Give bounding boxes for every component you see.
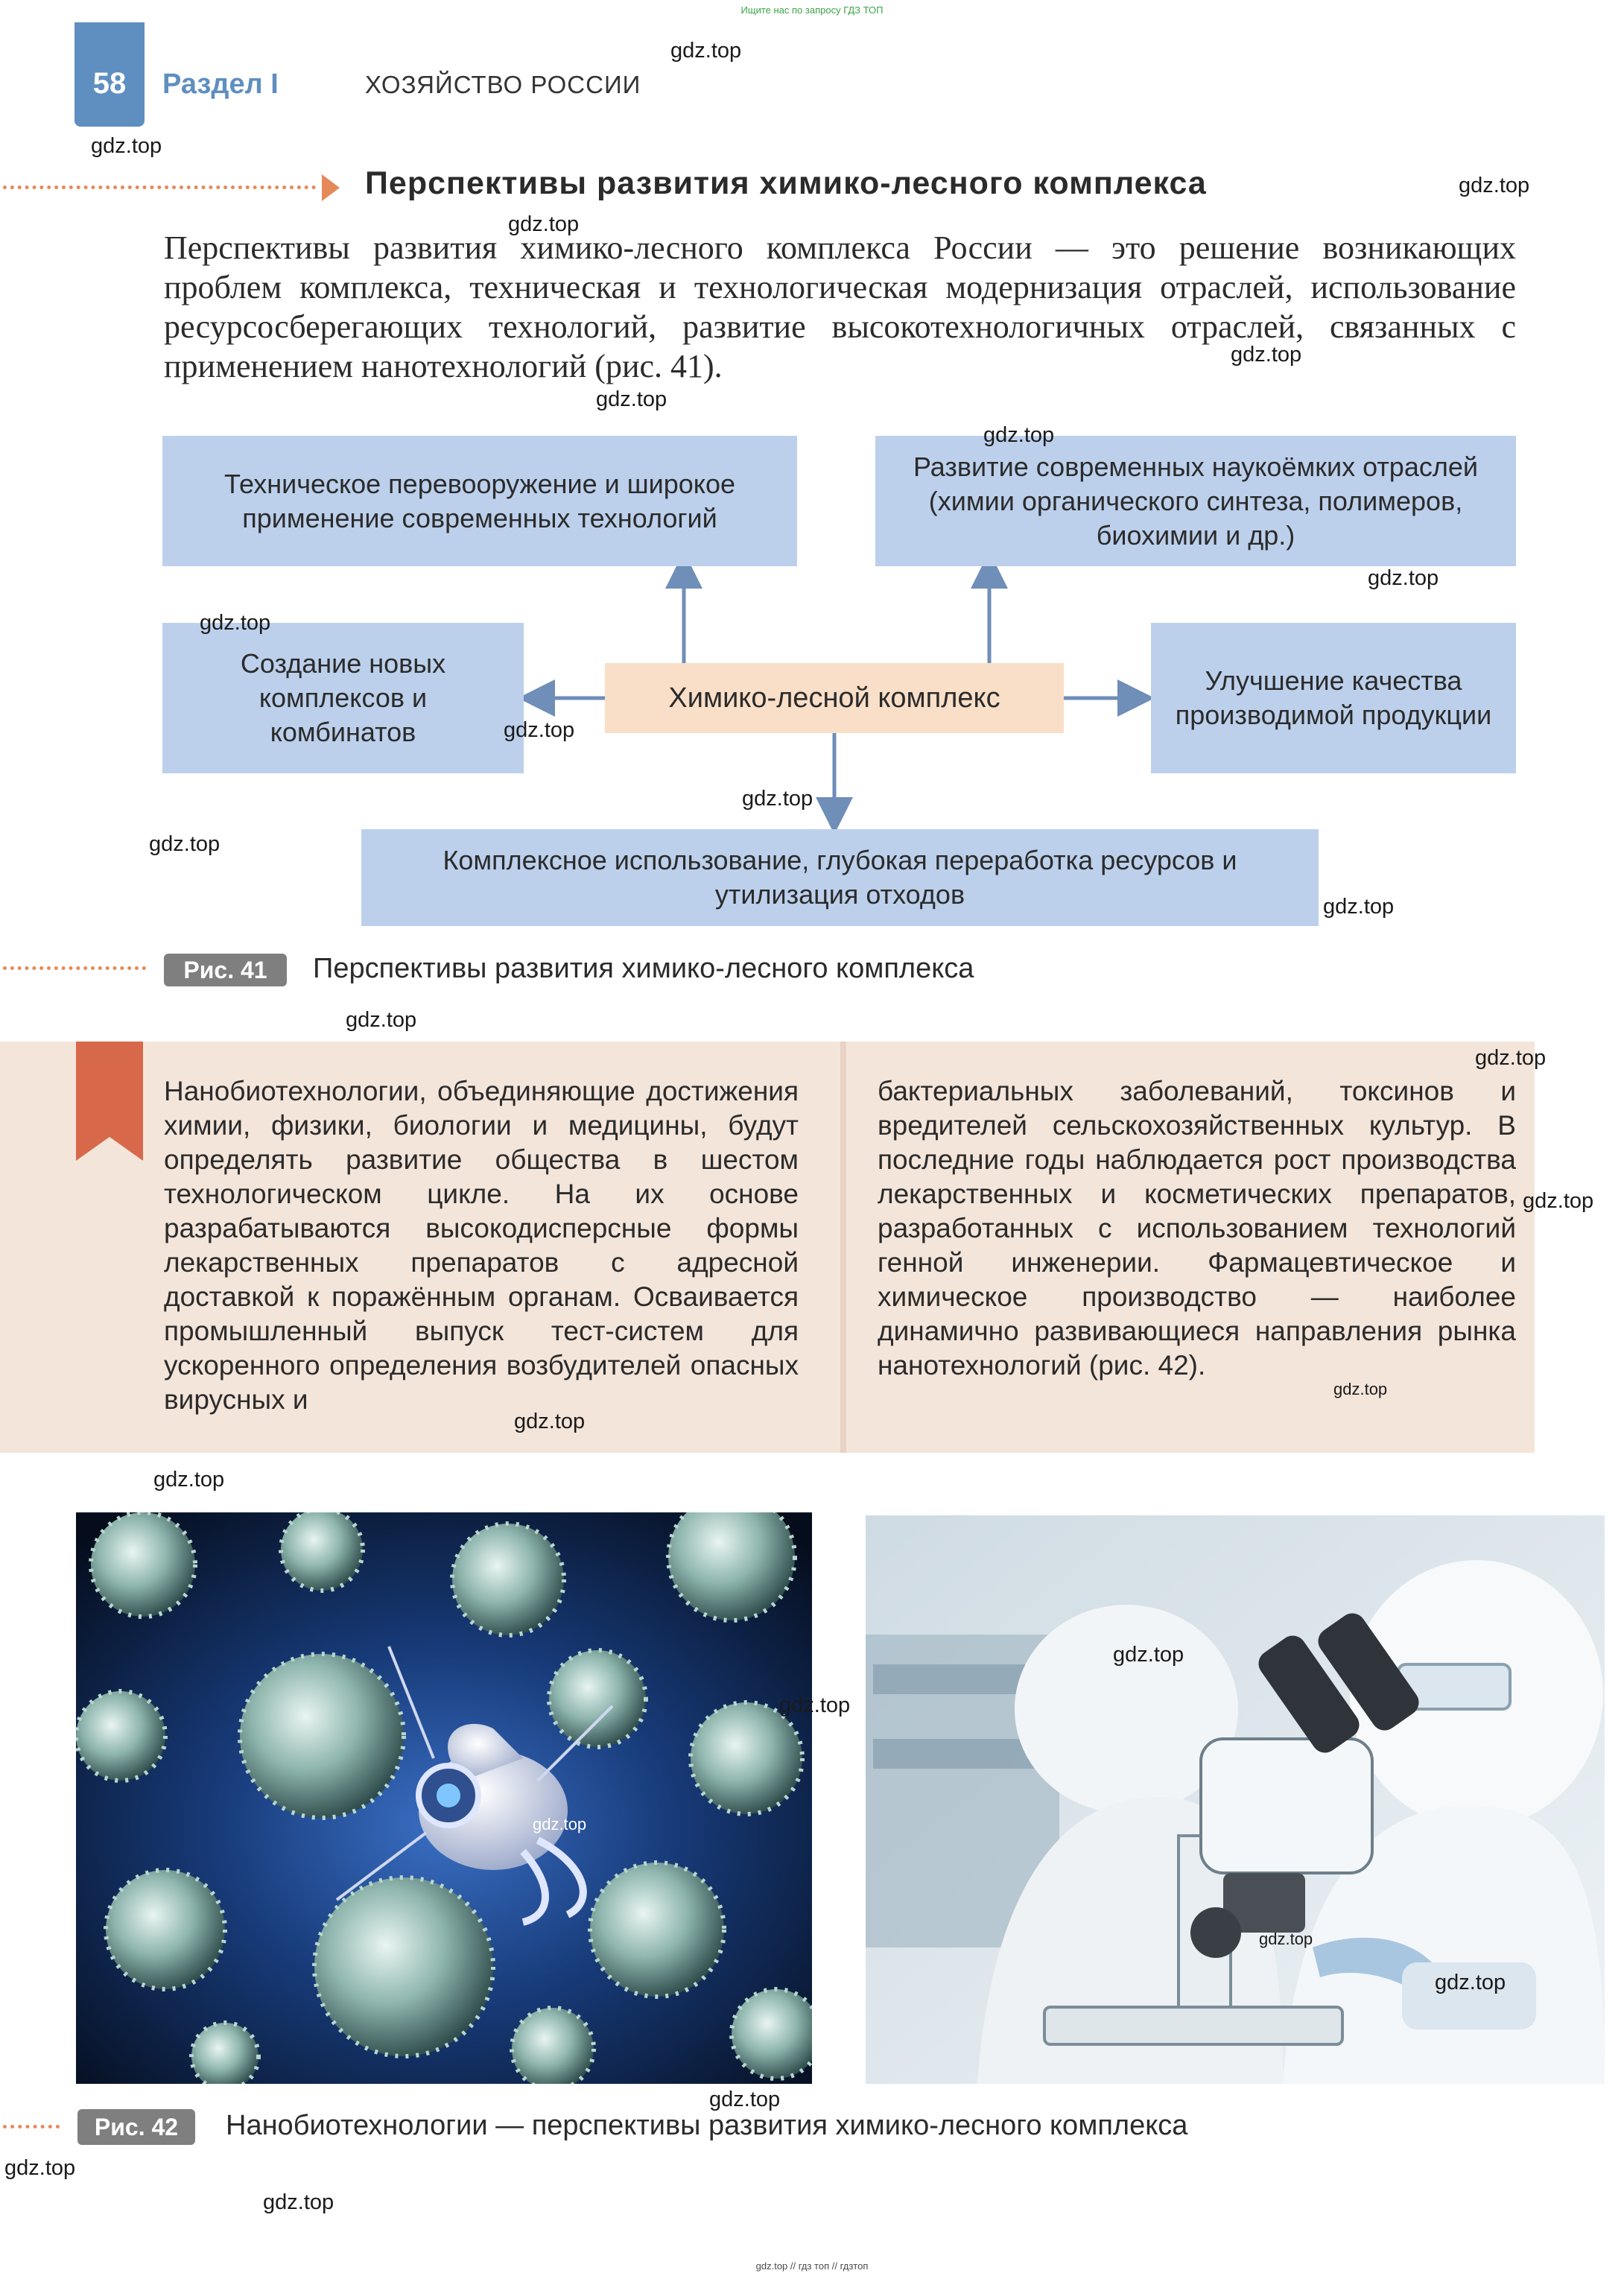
nanorobot-virus-image [76,1512,812,2084]
watermark: gdz.top [742,787,813,811]
caption42-dots [3,2125,60,2129]
box-complex-use: Комплексное использование, глубокая переработка ресурсов и утилизация отходов [361,829,1319,926]
info-right-column: бактериальных заболеваний, токсинов и вредителей сельскохозяйственных культур. В последние годы наблюдается рост производства лекарственных и косметических препаратов, разработанных с использованием технологий генной инженерии. Фармацевтическое и химическое производство — наиболее динамично развивающиеся направления рынка нанотехнологий (рис. 42). [878,1076,1516,1381]
box-quality-improvement: Улучшение качества производимой продукции [1151,623,1516,773]
heading-arrow-icon [322,174,340,201]
panel-divider [840,1042,846,1453]
heading-dots [3,186,316,189]
watermark: gdz.top [153,1468,225,1492]
watermark: gdz.top [4,2156,76,2180]
watermark: gdz.top [1475,1046,1547,1070]
watermark: gdz.top [514,1410,586,1433]
intro-paragraph: Перспективы развития химико-лесного комплекса России — это решение возникающих проблем комплекса, техническая и технологическая модернизация отраслей, использование ресурсосберегающих технологий, развитие высокотехнологичных отраслей, связанных с применением нанотехнологий (рис. 41). [164,229,1516,384]
box-new-complexes: Создание новых комплексов и комбинатов [162,623,524,773]
watermark: gdz.top [1523,1189,1594,1213]
box-chem-forest-complex: Химико-лесной комплекс [605,663,1064,733]
watermark: gdz.top [91,134,162,158]
watermark: gdz.top [263,2190,334,2214]
watermark: gdz.top [1435,1971,1506,1994]
watermark: gdz.top [1231,343,1302,367]
watermark: gdz.top [346,1008,417,1032]
info-left-column: Нанобиотехнологии, объединяющие достижения химии, физики, биологии и медицины, будут определять развитие общества в шестом технологическом цикле. На их основе разрабатываются высокодисперсные формы лекарственных препаратов с адресной доставкой к поражённым органам. Осваивается промышленный выпуск тест-систем для ускоренного определения возбудителей опасных вирусных и [164,1076,799,1415]
box-tech-reequipment: Техническое перевооружение и широкое применение современных технологий [162,436,797,566]
page-number: 58 [74,22,145,127]
watermark: gdz.top [533,1815,587,1833]
watermark: gdz.top [1259,1930,1313,1948]
section-heading: Перспективы развития химико-лесного комплекса [365,165,1207,201]
watermark: gdz.top [504,718,575,742]
lab-microscope-image [866,1515,1605,2084]
watermark: gdz.top [983,423,1055,447]
watermark: gdz.top [1113,1643,1184,1667]
fig42-caption: Нанобиотехнологии — перспективы развития химико-лесного комплекса [226,2110,1188,2141]
section-title: ХОЗЯЙСТВО РОССИИ [365,71,641,98]
fig41-caption: Перспективы развития химико-лесного комплекса [313,953,974,984]
fig42-label: Рис. 42 [77,2109,195,2145]
watermark: gdz.top [1323,895,1395,919]
watermark: gdz.top [508,212,580,236]
watermark: gdz.top [200,611,271,635]
fig41-label: Рис. 41 [164,954,287,986]
box-science-industries: Развитие современных наукоёмких отраслей (химии органического синтеза, полимеров, биохимии и др.) [875,436,1516,566]
bottom-note: gdz.top // гдз топ // гдзтоп [755,2260,869,2272]
watermark: gdz.top [596,387,667,411]
watermark: gdz.top [149,832,221,856]
top-note: Ищите нас по запросу ГДЗ ТОП [740,4,884,16]
watermark: gdz.top [1459,174,1530,197]
watermark: gdz.top [709,2088,781,2111]
caption41-dots [3,966,146,970]
watermark: gdz.top [670,39,742,63]
watermark: gdz.top [1368,566,1439,590]
section-label: Раздел I [162,69,279,100]
watermark: gdz.top [779,1693,851,1717]
watermark: gdz.top [1333,1380,1388,1398]
